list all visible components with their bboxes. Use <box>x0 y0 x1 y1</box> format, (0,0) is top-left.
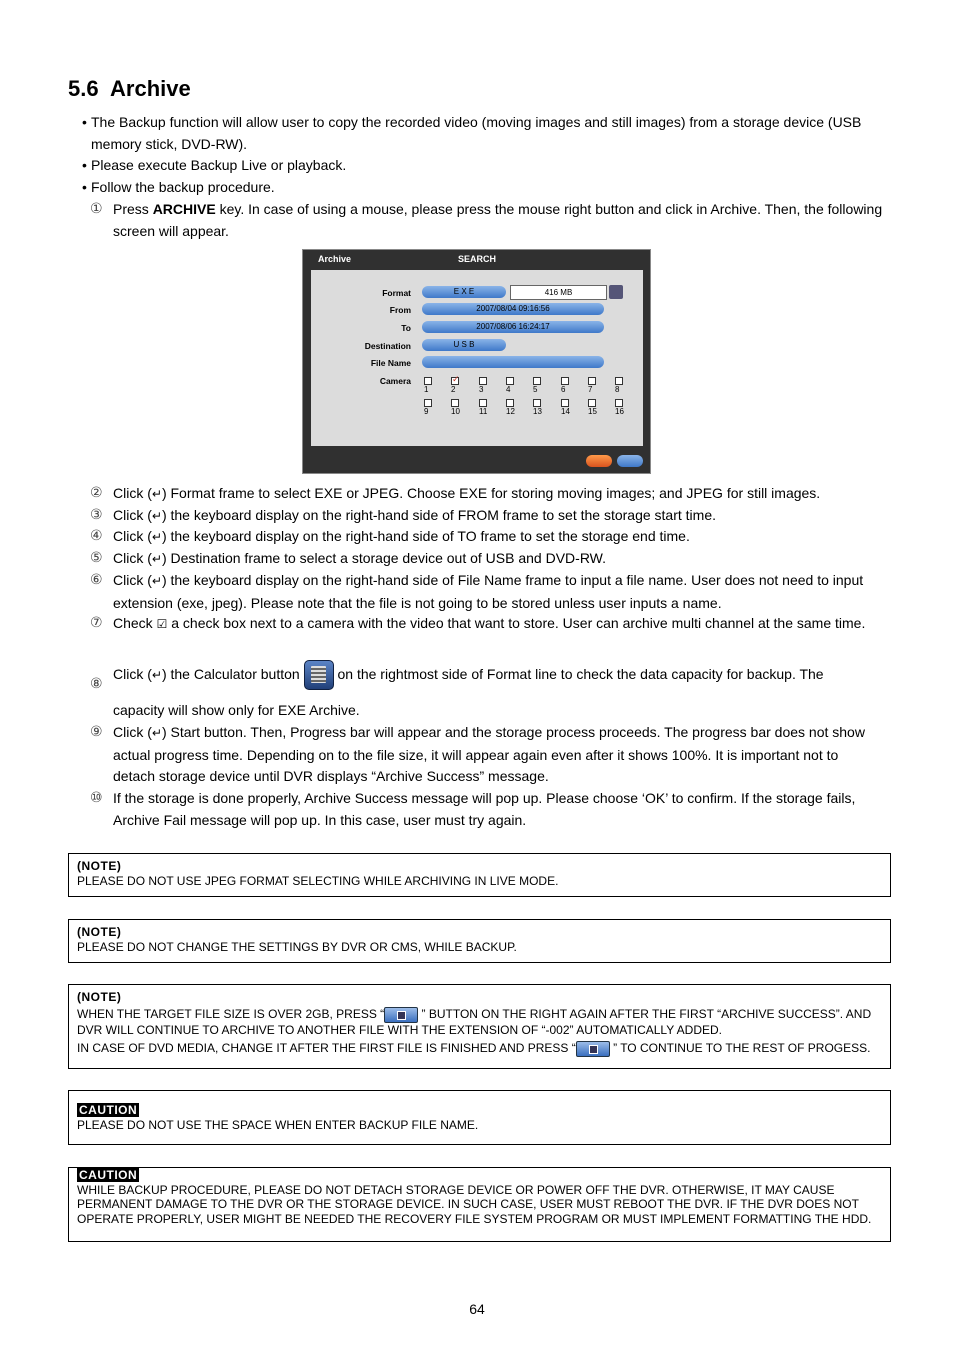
caution-badge: CAUTION <box>79 1168 138 1182</box>
file-name-label: File Name <box>370 358 411 368</box>
format-select[interactable]: E X E <box>422 286 506 298</box>
camera-checkbox[interactable]: 1 <box>424 376 435 394</box>
note-box: (NOTE) PLEASE DO NOT CHANGE THE SETTINGS BY DVR OR CMS, WHILE BACKUP. <box>68 919 891 963</box>
camera-checkbox[interactable]: 7 <box>588 376 599 394</box>
camera-label: Camera <box>379 376 411 386</box>
camera-checkbox[interactable]: 15 <box>588 398 599 416</box>
size-display: 416 MB <box>510 285 607 300</box>
exit-button[interactable] <box>617 455 643 467</box>
destination-label: Destination <box>364 341 411 351</box>
camera-checkbox[interactable]: 14 <box>561 398 572 416</box>
camera-checkbox[interactable]: 8 <box>615 376 626 394</box>
search-tab: SEARCH <box>458 254 497 264</box>
camera-checkbox[interactable]: 10 <box>451 398 462 416</box>
camera-checkbox[interactable]: 9 <box>424 398 435 416</box>
note-box: (NOTE) PLEASE DO NOT USE JPEG FORMAT SELECTING WHILE ARCHIVING IN LIVE MODE. <box>68 853 891 897</box>
calculator-icon[interactable] <box>609 285 623 299</box>
camera-checkbox[interactable]: ✓ 2 <box>451 376 462 394</box>
page-number: 64 <box>469 1301 485 1317</box>
section-title: 5.6 Archive <box>68 76 191 101</box>
camera-checkbox[interactable]: 13 <box>533 398 544 416</box>
to-field[interactable]: 2007/08/06 16:24:17 <box>422 321 604 333</box>
to-label: To <box>401 323 411 333</box>
camera-checkbox[interactable]: 3 <box>479 376 490 394</box>
archive-tab: Archive <box>318 254 352 264</box>
start-button-icon <box>384 1007 418 1023</box>
camera-checkbox[interactable]: 6 <box>561 376 572 394</box>
caution-box: CAUTION PLEASE DO NOT USE THE SPACE WHEN ENTER BACKUP FILE NAME. <box>68 1090 891 1145</box>
file-name-input[interactable] <box>422 356 604 368</box>
archive-screen-header <box>303 250 650 268</box>
camera-checkbox[interactable]: 4 <box>506 376 517 394</box>
start-button[interactable] <box>586 455 612 467</box>
format-label: Format <box>382 288 411 298</box>
archive-screen <box>302 249 651 474</box>
from-field[interactable]: 2007/08/04 09:16:56 <box>422 303 604 315</box>
archive-form <box>311 270 643 446</box>
camera-checkbox[interactable]: 5 <box>533 376 544 394</box>
caution-badge: CAUTION <box>79 1103 138 1117</box>
destination-select[interactable]: U S B <box>422 339 506 351</box>
camera-checkbox[interactable]: 12 <box>506 398 517 416</box>
from-label: From <box>389 305 411 315</box>
calculator-icon <box>304 660 334 690</box>
start-button-icon <box>576 1041 610 1057</box>
caution-box: CAUTION WHILE BACKUP PROCEDURE, PLEASE DO NOT DETACH STORAGE DEVICE OR POWER OFF THE DVR. OTHERWISE, IT MAY CAUSE PERMANENT DAMAGE TO THE DVR OR THE STORAGE DEVICE. IN SUCH CASE, USER MUST REBOOT THE DVR. IF THE DVR DOES NOT OPERATE PROPERLY, USER MIGHT BE NEEDED THE RECOVERY FILE SYSTEM PROGRAM OR MUST IMPLEMENT FORMATTING THE HDD. <box>68 1167 891 1242</box>
camera-checkbox[interactable]: 11 <box>479 398 490 416</box>
camera-checkbox[interactable]: 16 <box>615 398 626 416</box>
note-box: (NOTE) WHEN THE TARGET FILE SIZE IS OVER 2GB, PRESS “ ” BUTTON ON THE RIGHT AGAIN AFTER THE FIRST “ARCHIVE SUCCESS”. AND DVR WILL CONTINUE TO ARCHIVE TO ANOTHER FILE WITH THE EXTENSION OF “-002” AUTOMATICALLY ADDED. IN CASE OF DVD MEDIA, CHANGE IT AFTER THE FIRST FILE IS FINISHED AND PRESS “ ” TO CONTINUE TO THE REST OF PROGESS. <box>68 984 891 1069</box>
